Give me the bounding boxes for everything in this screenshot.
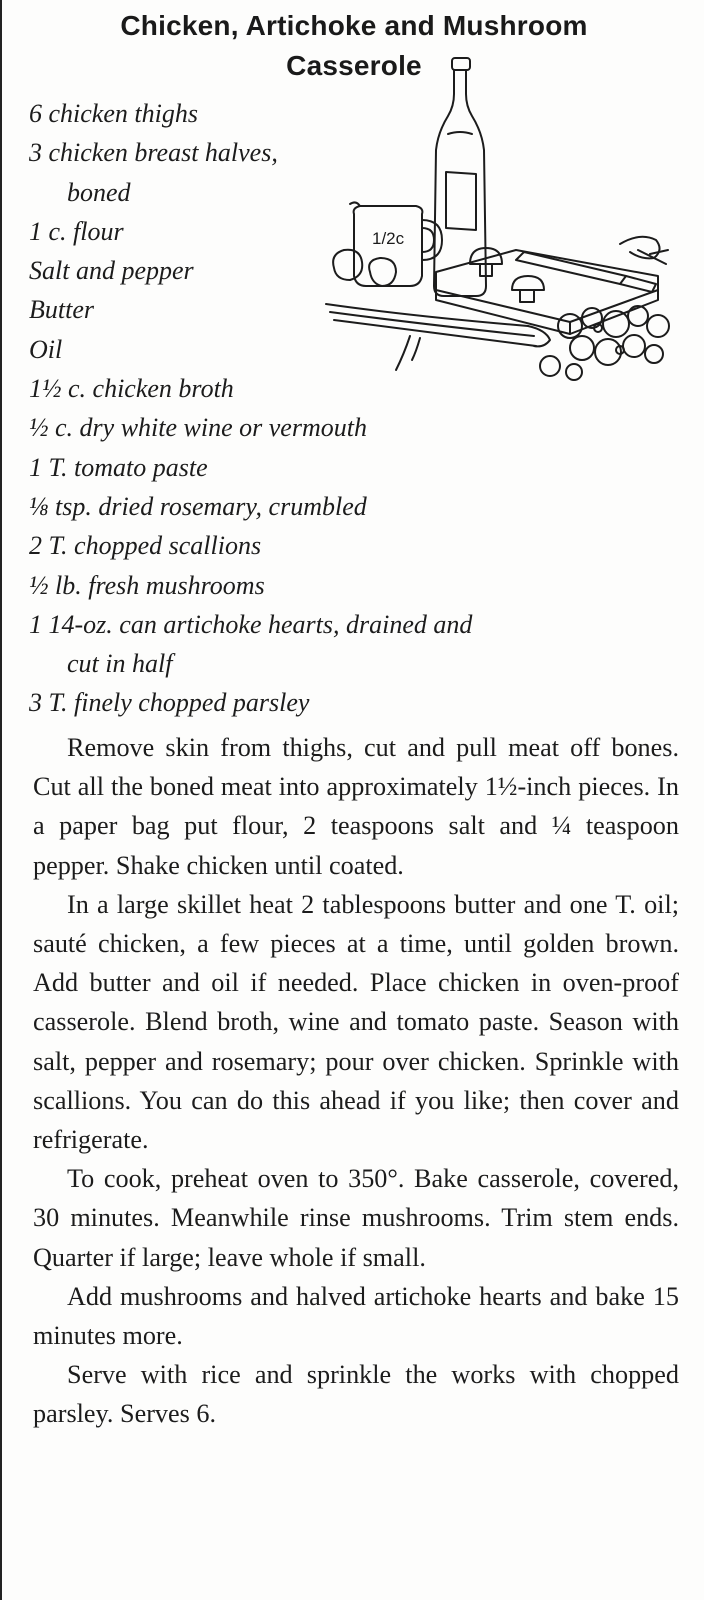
ingredient-item: ½ c. dry white wine or vermouth: [29, 413, 367, 443]
instructions: [33, 728, 679, 1434]
measuring-cup-label: 1/2c: [372, 229, 405, 248]
ingredient-item: 1 T. tomato paste: [29, 452, 208, 482]
instruction-paragraph: Remove skin from thighs, cut and pull meat off bones. Cut all the boned meat into approximately 1½-inch pieces. In a paper bag put flour, 2 teaspoons salt and ¼ teaspoon pepper. Shake chicken until coated.: [33, 733, 679, 880]
instruction-paragraph: Serve with rice and sprinkle the works with chopped parsley. Serves 6.: [33, 1360, 679, 1429]
ingredient-item: ⅛ tsp. dried rosemary, crumbled: [29, 491, 367, 521]
ingredient-item: 6 chicken thighs: [29, 99, 198, 128]
ingredient-item: Salt and pepper: [29, 256, 194, 286]
ingredient-item: 1 14-oz. can artichoke hearts, drained and: [29, 609, 473, 639]
instruction-paragraph: In a large skillet heat 2 tablespoons butter and one T. oil; sauté chicken, a few pieces at a time, until golden brown. Add butter and oil if needed. Place chicken in oven-proof casserole. Blend broth, wine and tomato paste. Season with salt, pepper and rosemary; pour over chicken. Sprinkle with scallions. You can do this ahead if you like; then cover and refrigerate.: [33, 889, 679, 1155]
ingredient-item: Oil: [29, 334, 63, 364]
ingredient-item: 1 c. flour: [29, 216, 124, 246]
ingredient-item: 1½ c. chicken broth: [29, 374, 234, 404]
ingredient-item: 3 T. finely chopped parsley: [29, 688, 310, 718]
ingredient-item: ½ lb. fresh mushrooms: [29, 570, 265, 600]
ingredient-item: 3 chicken breast halves,: [29, 138, 278, 168]
ingredient-item-continuation: boned: [67, 177, 131, 207]
instruction-paragraph: To cook, preheat oven to 350°. Bake casserole, covered, 30 minutes. Meanwhile rinse mushrooms. Trim stem ends. Quarter if large; leave whole if small.: [33, 1164, 679, 1272]
ingredient-item: Butter: [29, 295, 94, 325]
instruction-paragraph: Add mushrooms and halved artichoke hearts and bake 15 minutes more.: [33, 1281, 679, 1351]
ingredients-list: [29, 94, 679, 723]
ingredient-item-continuation: cut in half: [67, 649, 173, 679]
ingredient-item: 2 T. chopped scallions: [29, 531, 262, 561]
recipe-title-line-2: Casserole: [286, 50, 422, 81]
recipe-title-line-1: Chicken, Artichoke and Mushroom: [120, 10, 588, 41]
